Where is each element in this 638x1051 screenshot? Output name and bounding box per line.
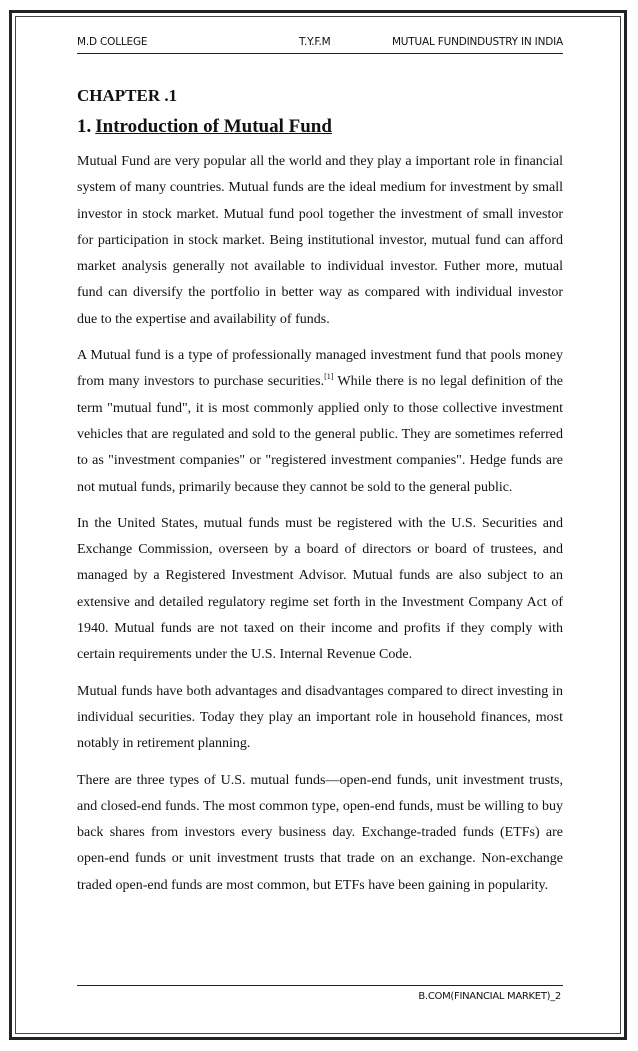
paragraph-3: In the United States, mutual funds must be registered with the U.S. Securities and Exchange Commission, overseen by a board of directors or board of trustees, and managed by a Registered Investment Advisor. Mutual funds are also subject to an extensive and detailed regulatory regime set forth in the Investment Company Act of 1940. Mutual funds are not taxed on their income and profits if they comply with certain requirements under the U.S. Internal Revenue Code. (77, 515, 563, 663)
page-header (77, 32, 563, 52)
footer-rule (77, 985, 563, 986)
section-title: Introduction of Mutual Fund (95, 116, 332, 137)
section-heading (77, 116, 332, 138)
citation-ref: [1] (324, 372, 334, 382)
paragraph-5: There are three types of U.S. mutual funds—open-end funds, unit investment trusts, and closed-end funds. The most common type, open-end funds, must be willing to buy back shares from investors every business day. Exchange-traded funds (ETFs) are open-end funds or unit investment trusts that trade on an exchange. Non-exchange traded open-end funds are most common, but ETFs have been gaining in popularity. (77, 772, 563, 893)
paragraph-2 (77, 343, 563, 501)
chapter-label: CHAPTER .1 (77, 86, 178, 105)
paragraph-2-text-a: A Mutual fund is a type of professionally managed investment fund that pools money from many investors to purchase securities. (77, 348, 563, 390)
header-course: T.Y.F.M (299, 36, 331, 48)
paragraph-1: Mutual Fund are very popular all the world and they play a important role in financial system of many countries. Mutual funds are the ideal medium for investment by small investor in stock market. Mutual fund pool together the investment of small investor for participation in stock market. Being institutional investor, mutual fund can afford market analysis generally not available to individual investor. Futher more, mutual fund can diversify the portfolio in better way as compared with individual investor due to the expertise and availability of funds. (77, 154, 563, 327)
header-rule (77, 53, 563, 54)
header-college: M.D COLLEGE (77, 36, 148, 48)
paragraph-4: Mutual funds have both advantages and disadvantages compared to direct investing in individual securities. Today they play an important role in household finances, most notably in retirement planning. (77, 683, 563, 752)
header-topic: MUTUAL FUNDINDUSTRY IN INDIA (391, 36, 563, 48)
page-footer: B.COM(FINANCIAL MARKET)_2 (418, 991, 561, 1002)
paragraph-2-text-b: While there is no legal definition of the term "mutual fund", it is most commonly applied only to those collective investment vehicles that are regulated and sold to the general public. They are sometimes referred to as "investment companies" or "registered investment companies". Hedge funds are not mutual funds, primarily because they cannot be sold to the general public. (77, 374, 563, 495)
body-content (77, 149, 563, 909)
section-number: 1. (77, 116, 92, 137)
